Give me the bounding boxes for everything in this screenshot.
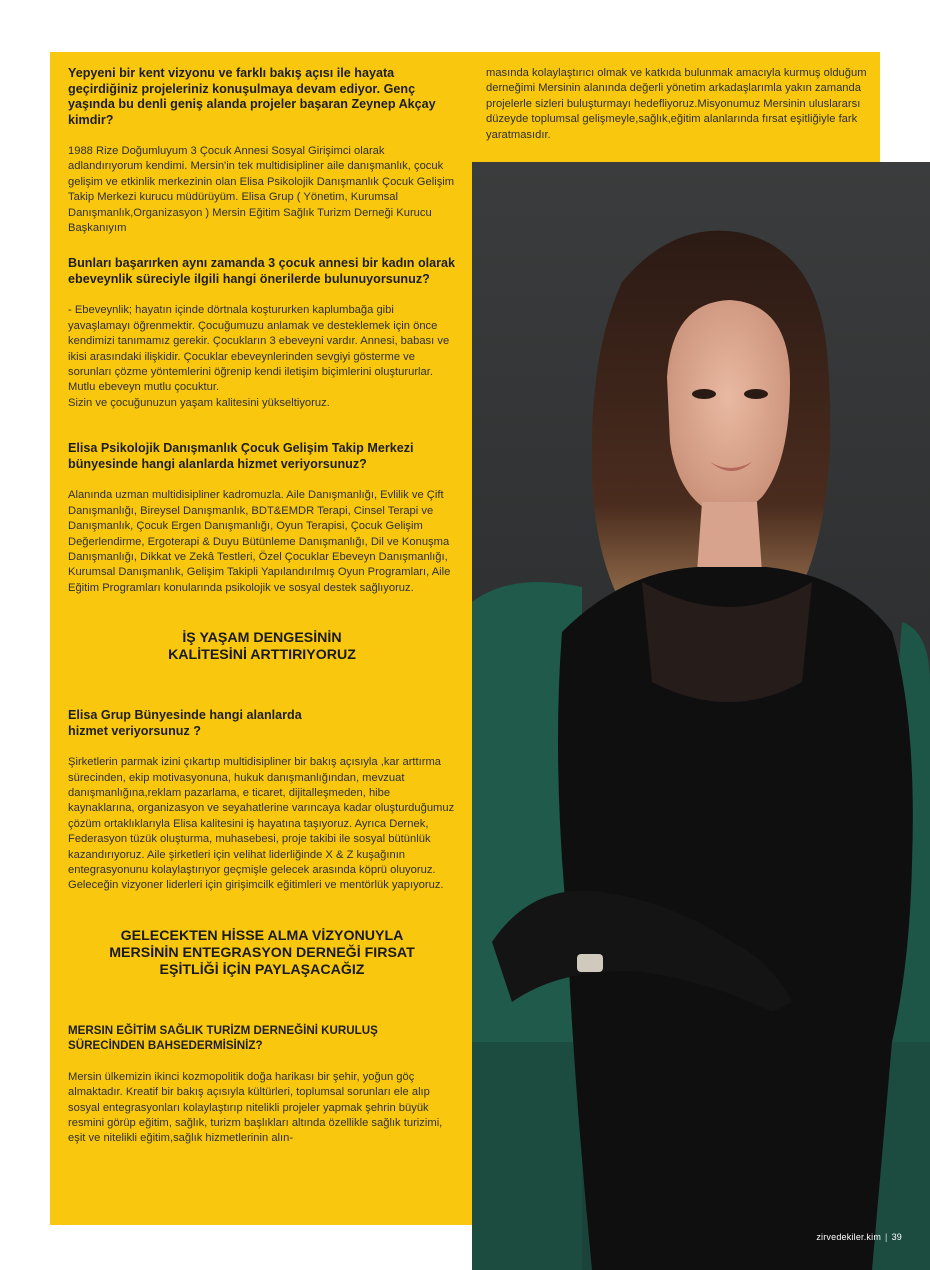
question-1: Yepyeni bir kent vizyonu ve farklı bakış açısı ile hayata geçirdiğiniz projeleriniz konuşulmaya devam ediyor. Genç yaşında bu denli geniş alanda projeler başaran Zeynep Akçay kimdir? <box>68 66 436 127</box>
answer-5: Mersin ülkemizin ikinci kozmopolitik doğa harikası bir şehir, yoğun göç almaktadır. Kreatif bir bakış açısıyla kültürleri, toplumsal sorunları ele alıp sosyal entegrasyonları kolaylaştırıp nitelikli projeler yapmak şehrin büyük resmini görüp eğitim, sağlık, turizm başlıkları altında özellikle sağlık turizimi, eşit ve nitelikli eğitim,sağlık hizmetlerinin alın- <box>68 1070 443 1145</box>
answer-4: Şirketlerin parmak izini çıkartıp multidisipliner bir bakış açısıyla ,kar arttırma sürecinden, ekip motivasyonuna, hukuk danışmanlığından, mevzuat danışmanlığına,reklam pazarlama, e ticaret, dijitalleşmeden, hibe kaynaklarına, organizasyon ve seyahatlerine varıncaya kadar oluşturduğumuz çözüm ortaklıklarıyla Elisa kalitesini iş hayatına taşıyoruz. Ayrıca Dernek, Federasyon tüzük oluşturma, muhasebesi, proje takibi ile sosyal bütünlük kazandırıyoruz. Aile şirketleri için velihat liderliğinde X & Z kuşağının entegrasyonunu kolaylaştırıyor geçmişle gelecek arasında köprü oluyoruz. Geleceğin vizyoner liderleri için girişimcilk eğitimleri ve mentörlük yapıyoruz. <box>68 756 455 892</box>
section-heading-2: GELECEKTEN HİSSE ALMA VİZYONUYLA MERSİNİN ENTEGRASYON DERNEĞİ FIRSAT EŞİTLİĞİ İÇİN PAYLAŞACAĞIZ <box>109 927 415 978</box>
question-4: Elisa Grup Bünyesinde hangi alanlarda hizmet veriyorsunuz ? <box>68 708 302 738</box>
question-3: Elisa Psikolojik Danışmanlık Çocuk Gelişim Takip Merkezi bünyesinde hangi alanlarda hizmet veriyorsunuz? <box>68 441 414 471</box>
answer-3: Alanında uzman multidisipliner kadromuzla. Aile Danışmanlığı, Evlilik ve Çift Danışmanlığı, Bireysel Danışmanlık, BDT&EMDR Terapi, Cinsel Terapi ve Danışmanlık, Çocuk Ergen Danışmanlığı, Oyun Terapisi, Çocuk Gelişim Değerlendirme, Ergoterapi & Duyu Bütünleme Danışmanlığı, Dil ve Konuşma Danışmanlığı, Dikkat ve Zekâ Testleri, Özel Çocuklar Ebeveyn Danışmanlığı, Kurumsal Danışmanlık, Gelişim Takipli Yapılandırılmış Oyun Programları, Aile Eğitim Programları konularında psikolojik ve sosyal destek sağlıyoruz. <box>68 489 451 594</box>
answer-2: - Ebeveynlik; hayatın içinde dörtnala koştururken kaplumbağa gibi yavaşlamayı öğrenmektir. Çocuğumuzu anlamak ve desteklemek için önce kendimizi tanımamız gerekir. Çocukların 3 ebeveyni vardır. Annesi, babası ve ikisi arasındaki ilişkidir. Çocuklar ebeveynlerinden sevgiyi gösterme ve sorunları çözme yöntemlerini öğrenip kendi iletişim biçimlerini oluştururlar. Mutlu ebeveyn mutlu çocuktur. Sizin ve çocuğunuzun yaşam kalitesini yükseltiyoruz. <box>68 304 450 409</box>
neck <box>697 502 762 572</box>
site-name: zirvedekiler.kim <box>816 1232 882 1242</box>
page-footer <box>816 1232 902 1242</box>
left-column <box>68 66 456 1167</box>
section-heading-1: İŞ YAŞAM DENGESİNİN KALİTESİNİ ARTTIRIYORUZ <box>168 630 356 664</box>
portrait-photo <box>472 162 930 1270</box>
portrait-illustration <box>472 162 930 1270</box>
page-number: 39 <box>891 1232 902 1242</box>
wristwatch <box>577 954 603 972</box>
spacer <box>68 431 456 441</box>
footer-separator: | <box>885 1232 888 1242</box>
question-2: Bunları başarırken aynı zamanda 3 çocuk annesi bir kadın olarak ebeveynlik süreciyle ilgili hangi önerilerde bulunuyorsunuz? <box>68 256 456 286</box>
answer-1: 1988 Rize Doğumluyum 3 Çocuk Annesi Sosyal Girişimci olarak adlandırıyorum kendimi. Mersin'in tek multidisipliner aile danışmanlık, çocuk gelişim ve etkinlik merkezinin olan Elisa Psikolojik Danışmanlık Çocuk Gelişim Takip Merkezi kurucu müdürüyüm. Elisa Grup ( Yönetim, Kurumsal Danışmanlık,Organizasyon ) Mersin Eğitim Sağlık Turizm Derneği Kurucu Başkanıyım <box>68 145 455 235</box>
right-eye <box>744 389 768 399</box>
right-column <box>486 66 870 163</box>
answer-5-continued: masında kolaylaştırıcı olmak ve katkıda bulunmak amacıyla kurmuş olduğum derneğimi Mersinin alanında değerli yönetim arkadaşlarımla yakın zamanda projelerle sizleri buluşturmayı hedefliyoruz.Misyonumuz Mersinin uluslararsı düzeyde toplumsal gelişmeyle,sağlık,eğitim alanlarında fırsat eşitliğiyle fark yaratmasıdır. <box>486 67 867 141</box>
left-eye <box>692 389 716 399</box>
question-5: MERSIN EĞİTİM SAĞLIK TURİZM DERNEĞİNİ KURULUŞ SÜRECİNDEN BAHSEDERMİSİNİZ? <box>68 1023 378 1053</box>
